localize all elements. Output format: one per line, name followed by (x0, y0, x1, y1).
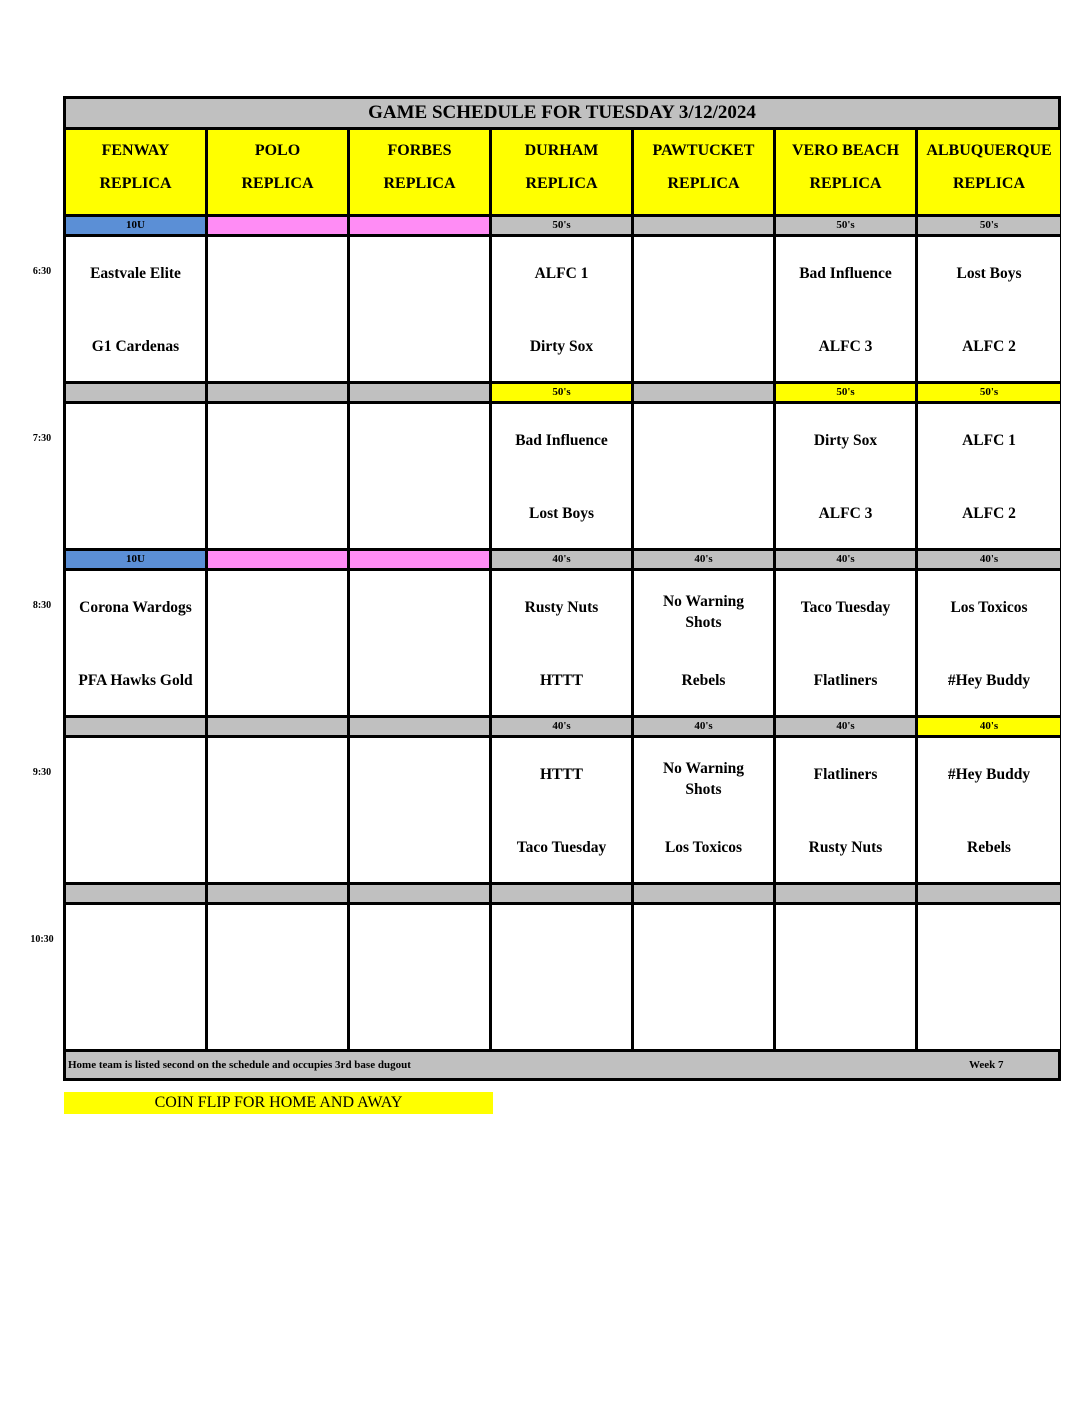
division-label (350, 718, 492, 735)
home-team: ALFC 3 (818, 338, 873, 355)
division-label: 10U (66, 551, 208, 568)
home-team: Lost Boys (528, 505, 595, 522)
game-cell (918, 404, 1060, 548)
game-cell (208, 571, 350, 715)
grid-line (66, 1049, 1058, 1052)
division-label (350, 885, 492, 902)
week-label: Week 7 (969, 1059, 1004, 1071)
division-label: 40's (634, 718, 776, 735)
game-cell (350, 738, 492, 882)
game-cell (492, 571, 634, 715)
field-header (918, 130, 1060, 214)
game-cell (208, 237, 350, 381)
home-team: Rusty Nuts (808, 839, 883, 856)
away-team: Lost Boys (956, 265, 1022, 282)
division-label (350, 551, 492, 568)
home-team: ALFC 2 (962, 338, 1016, 355)
time-label: 10:30 (30, 934, 54, 945)
field-header (492, 130, 634, 214)
away-team: Bad Influence (799, 265, 892, 282)
game-cell (208, 404, 350, 548)
away-team: Eastvale Elite (90, 265, 181, 282)
division-label (634, 217, 776, 234)
away-team: #Hey Buddy (947, 766, 1031, 783)
game-cell (492, 738, 634, 882)
away-team: No Warning Shots (662, 593, 745, 631)
division-label: 50's (918, 217, 1060, 234)
field-name: PAWTUCKET (652, 142, 755, 159)
home-team: ALFC 2 (962, 505, 1016, 522)
game-cell (776, 738, 918, 882)
field-subtitle: REPLICA (241, 175, 314, 192)
home-team: Taco Tuesday (516, 839, 607, 856)
away-team: Taco Tuesday (800, 599, 891, 616)
schedule-table (63, 96, 1061, 1081)
home-team: Rebels (967, 839, 1011, 856)
game-cell (918, 237, 1060, 381)
division-label (350, 217, 492, 234)
away-team: HTTT (539, 766, 584, 783)
home-team: PFA Hawks Gold (78, 672, 193, 689)
away-team: Bad Influence (515, 432, 608, 449)
away-team: ALFC 1 (534, 265, 589, 282)
time-label: 7:30 (32, 433, 52, 444)
time-label: 9:30 (32, 767, 52, 778)
division-label (66, 384, 208, 401)
field-header (66, 130, 208, 214)
game-cell (776, 237, 918, 381)
game-cell (918, 571, 1060, 715)
game-cell (208, 738, 350, 882)
division-label: 40's (492, 551, 634, 568)
division-label (66, 718, 208, 735)
division-label: 10U (66, 217, 208, 234)
field-name: FENWAY (101, 142, 170, 159)
field-subtitle: REPLICA (809, 175, 882, 192)
field-header (776, 130, 918, 214)
game-cell (66, 237, 208, 381)
division-label: 40's (634, 551, 776, 568)
field-name: FORBES (387, 142, 452, 159)
game-cell (918, 738, 1060, 882)
game-cell (776, 571, 918, 715)
game-cell (492, 905, 634, 1049)
field-subtitle: REPLICA (383, 175, 456, 192)
home-team: #Hey Buddy (947, 672, 1031, 689)
game-cell (918, 905, 1060, 1049)
field-name: VERO BEACH (791, 142, 900, 159)
game-cell (350, 571, 492, 715)
division-label (208, 718, 350, 735)
home-team: Los Toxicos (664, 839, 743, 856)
field-header (208, 130, 350, 214)
field-subtitle: REPLICA (525, 175, 598, 192)
division-label (492, 885, 634, 902)
game-cell (492, 237, 634, 381)
field-name: DURHAM (524, 142, 599, 159)
away-team: Dirty Sox (813, 432, 878, 449)
field-header (350, 130, 492, 214)
division-label: 50's (492, 384, 634, 401)
field-subtitle: REPLICA (99, 175, 172, 192)
division-label: 40's (492, 718, 634, 735)
division-label: 40's (776, 551, 918, 568)
time-label: 6:30 (32, 266, 52, 277)
division-label (208, 551, 350, 568)
game-cell (66, 571, 208, 715)
game-cell (492, 404, 634, 548)
division-label (634, 885, 776, 902)
field-header (634, 130, 776, 214)
field-subtitle: REPLICA (667, 175, 740, 192)
division-label (208, 885, 350, 902)
division-label (208, 384, 350, 401)
game-cell (350, 404, 492, 548)
division-label: 40's (776, 718, 918, 735)
home-team: Rebels (681, 672, 726, 689)
home-team: G1 Cardenas (91, 338, 180, 355)
field-name: ALBUQUERQUE (926, 142, 1052, 159)
home-team: HTTT (539, 672, 584, 689)
division-label (776, 885, 918, 902)
home-team: Flatliners (813, 672, 878, 689)
game-cell (634, 905, 776, 1049)
field-name: POLO (254, 142, 301, 159)
game-cell (350, 905, 492, 1049)
away-team: Flatliners (813, 766, 878, 783)
home-team: Dirty Sox (529, 338, 594, 355)
game-cell (208, 905, 350, 1049)
game-cell (66, 738, 208, 882)
division-label (350, 384, 492, 401)
game-cell (776, 905, 918, 1049)
home-team-note: Home team is listed second on the schedule and occupies 3rd base dugout (68, 1059, 411, 1071)
away-team: Rusty Nuts (524, 599, 599, 616)
game-cell (634, 738, 776, 882)
field-subtitle: REPLICA (952, 175, 1025, 192)
game-cell (776, 404, 918, 548)
game-cell (350, 237, 492, 381)
game-cell (66, 404, 208, 548)
game-cell (634, 571, 776, 715)
division-label (66, 885, 208, 902)
division-label: 50's (492, 217, 634, 234)
game-cell (66, 905, 208, 1049)
home-team: ALFC 3 (818, 505, 873, 522)
division-label (918, 885, 1060, 902)
division-label (634, 384, 776, 401)
away-team: Corona Wardogs (79, 599, 192, 616)
time-label: 8:30 (32, 600, 52, 611)
away-team: ALFC 1 (962, 432, 1016, 449)
division-label: 40's (918, 551, 1060, 568)
division-label: 50's (918, 384, 1060, 401)
schedule-title: GAME SCHEDULE FOR TUESDAY 3/12/2024 (66, 99, 1058, 130)
game-cell (634, 237, 776, 381)
division-label: 50's (776, 217, 918, 234)
division-label: 50's (776, 384, 918, 401)
division-label (208, 217, 350, 234)
division-label: 40's (918, 718, 1060, 735)
away-team: Los Toxicos (950, 599, 1028, 616)
coin-flip-banner: COIN FLIP FOR HOME AND AWAY (64, 1092, 493, 1114)
schedule-footer (66, 1052, 1058, 1078)
away-team: No Warning Shots (662, 760, 745, 798)
game-cell (634, 404, 776, 548)
